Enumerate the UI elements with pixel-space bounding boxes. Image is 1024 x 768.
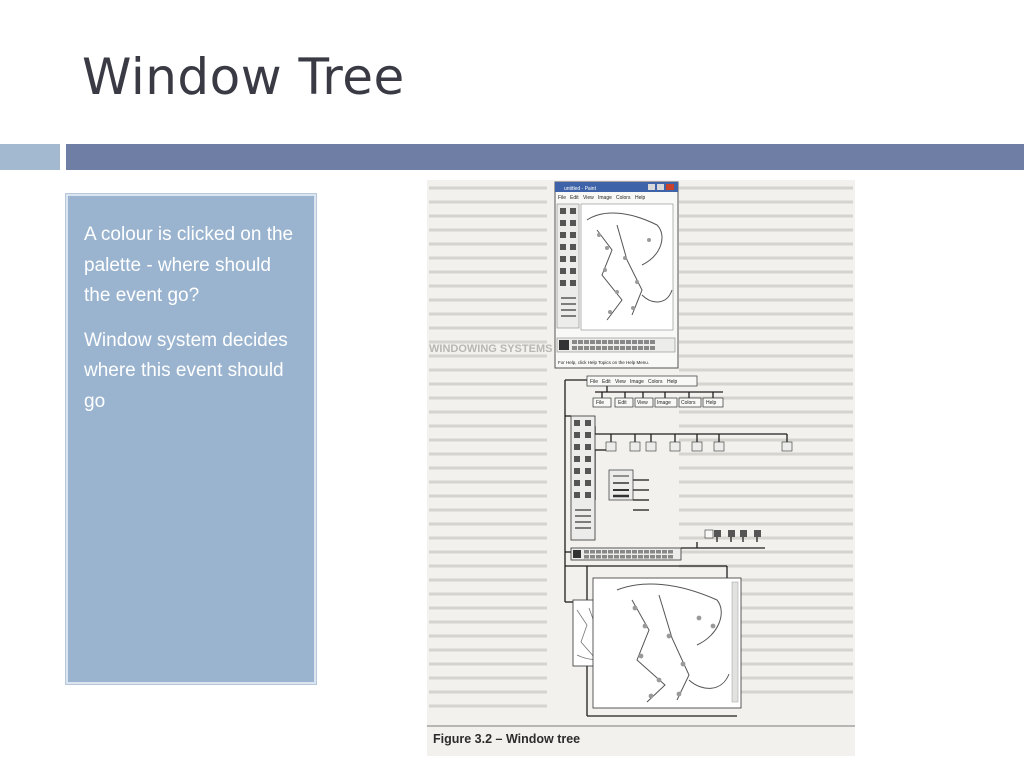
background-heading: WINDOWING SYSTEMS bbox=[429, 343, 553, 355]
tree-menu-file: File bbox=[596, 400, 605, 406]
tree-node-canvas bbox=[593, 578, 741, 708]
tree-palette-swatches bbox=[714, 530, 761, 537]
paint-menu-colors: Colors bbox=[616, 195, 631, 201]
tree-menu-items bbox=[593, 398, 723, 407]
tree-menu-view: View bbox=[637, 400, 648, 406]
close-icon bbox=[666, 184, 674, 190]
text-panel bbox=[66, 194, 316, 684]
window-tree-diagram bbox=[427, 180, 855, 756]
tree-menu-colors: Colors bbox=[681, 400, 696, 406]
paint-menu-help: Help bbox=[635, 195, 646, 201]
paint-status-bar: For Help, click Help Topics on the Help Menu. bbox=[558, 360, 649, 365]
tree-menubar-view: View bbox=[615, 379, 626, 385]
tree-tool-buttons bbox=[606, 442, 792, 451]
window-tree-figure bbox=[427, 180, 855, 756]
tree-menu-edit: Edit bbox=[618, 400, 627, 406]
figure-caption: Figure 3.2 – Window tree bbox=[433, 732, 581, 746]
paint-canvas bbox=[581, 204, 673, 330]
paint-menu-image: Image bbox=[598, 195, 612, 201]
tree-menubar-edit: Edit bbox=[602, 379, 611, 385]
tree-menubar-help: Help bbox=[667, 379, 678, 385]
paint-window-title: untitled - Paint bbox=[564, 186, 596, 192]
paint-menu-file: File bbox=[558, 195, 567, 201]
tree-menu-help: Help bbox=[706, 400, 717, 406]
accent-bar-main bbox=[66, 144, 1024, 170]
paint-menu-view: View bbox=[583, 195, 594, 201]
body-paragraph-1: A colour is clicked on the palette - where should the event go? bbox=[84, 224, 294, 306]
tree-menubar-colors: Colors bbox=[648, 379, 663, 385]
body-paragraph-2: Window system decides where this event should go bbox=[84, 329, 288, 412]
tree-menubar-image: Image bbox=[630, 379, 644, 385]
minimize-icon bbox=[648, 184, 655, 190]
tree-menu-image: Image bbox=[657, 400, 671, 406]
maximize-icon bbox=[657, 184, 664, 190]
tree-canvas-scrollbar bbox=[732, 582, 738, 702]
accent-bar-left bbox=[0, 144, 60, 170]
slide-title: Window Tree bbox=[82, 48, 405, 106]
tree-menubar-file: File bbox=[590, 379, 599, 385]
paint-menu-edit: Edit bbox=[570, 195, 579, 201]
paint-window bbox=[555, 182, 678, 368]
